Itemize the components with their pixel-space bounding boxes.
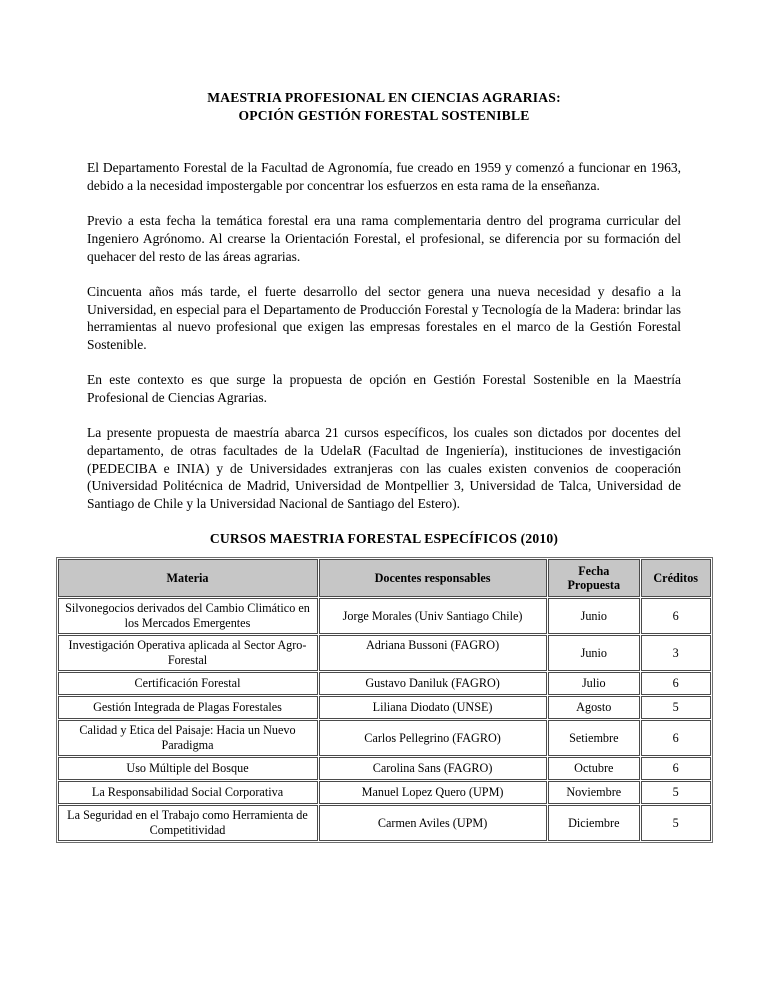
cell-creditos: 3	[641, 635, 711, 671]
cell-docentes: Carlos Pellegrino (FAGRO)	[319, 720, 547, 756]
column-header-4: Créditos	[641, 559, 711, 597]
table-row	[58, 757, 711, 780]
cell-docentes: Carmen Aviles (UPM)	[319, 805, 547, 841]
paragraph-2: Previo a esta fecha la temática forestal era una rama complementaria dentro del programa curricular del Ingeniero Agrónomo. Al crearse la Orientación Forestal, el profesional, se diferencia por su formación del quehacer del resto de las áreas agrarias.	[87, 213, 681, 264]
cell-docentes: Jorge Morales (Univ Santiago Chile)	[319, 598, 547, 634]
cell-materia: Uso Múltiple del Bosque	[58, 757, 318, 780]
table-caption: CURSOS MAESTRIA FORESTAL ESPECÍFICOS (2010)	[209, 531, 559, 547]
cell-materia: Investigación Operativa aplicada al Sector Agro-Forestal	[58, 635, 318, 671]
cell-creditos: 6	[641, 598, 711, 634]
document-title-line1: MAESTRIA PROFESIONAL EN CIENCIAS AGRARIAS:	[207, 90, 561, 105]
cell-materia: La Responsabilidad Social Corporativa	[58, 781, 318, 804]
courses-table	[56, 557, 713, 843]
cell-creditos: 6	[641, 757, 711, 780]
cell-fecha: Agosto	[548, 696, 640, 719]
courses-table-head	[58, 559, 711, 597]
cell-materia: Silvonegocios derivados del Cambio Climático en los Mercados Emergentes	[58, 598, 318, 634]
cell-fecha: Julio	[548, 672, 640, 695]
body-paragraphs	[87, 159, 681, 513]
cell-materia: Certificación Forestal	[58, 672, 318, 695]
column-header-3: Fecha Propuesta	[548, 559, 640, 597]
cell-creditos: 6	[641, 672, 711, 695]
paragraph-1: El Departamento Forestal de la Facultad de Agronomía, fue creado en 1959 y comenzó a funcionar en 1963, debido a la necesidad impostergable por concentrar los esfuerzos en esta rama de la enseñanza.	[87, 160, 681, 193]
document-title	[0, 89, 768, 124]
cell-creditos: 5	[641, 805, 711, 841]
column-header-2: Docentes responsables	[319, 559, 547, 597]
column-header-1: Materia	[58, 559, 318, 597]
table-row	[58, 672, 711, 695]
table-row	[58, 720, 711, 756]
table-row	[58, 598, 711, 634]
paragraph-4: En este contexto es que surge la propuesta de opción en Gestión Forestal Sostenible en la Maestría Profesional de Ciencias Agrarias.	[87, 372, 681, 405]
paragraph-3: Cincuenta años más tarde, el fuerte desarrollo del sector genera una nueva necesidad y desafio a la Universidad, en especial para el Departamento de Producción Forestal y Tecnología de la Madera: brindar las herramientas al nuevo profesional que exigen las empresas forestales en el marco de la Gestión Forestal Sostenible.	[87, 283, 681, 352]
cell-creditos: 6	[641, 720, 711, 756]
cell-docentes: Carolina Sans (FAGRO)	[319, 757, 547, 780]
cell-fecha: Octubre	[548, 757, 640, 780]
document-title-line2: OPCIÓN GESTIÓN FORESTAL SOSTENIBLE	[238, 107, 530, 123]
cell-fecha: Setiembre	[548, 720, 640, 756]
cell-materia: Calidad y Etica del Paisaje: Hacia un Nuevo Paradigma	[58, 720, 318, 756]
cell-creditos: 5	[641, 696, 711, 719]
cell-fecha: Junio	[548, 635, 640, 671]
cell-docentes: Manuel Lopez Quero (UPM)	[319, 781, 547, 804]
table-row	[58, 781, 711, 804]
cell-docentes: Adriana Bussoni (FAGRO)	[319, 635, 547, 671]
cell-fecha: Noviembre	[548, 781, 640, 804]
cell-docentes: Gustavo Daniluk (FAGRO)	[319, 672, 547, 695]
cell-materia: Gestión Integrada de Plagas Forestales	[58, 696, 318, 719]
cell-materia: La Seguridad en el Trabajo como Herramienta de Competitividad	[58, 805, 318, 841]
table-header-row	[58, 559, 711, 597]
table-row	[58, 805, 711, 841]
cell-fecha: Junio	[548, 598, 640, 634]
table-row	[58, 635, 711, 671]
cell-docentes: Liliana Diodato (UNSE)	[319, 696, 547, 719]
cell-creditos: 5	[641, 781, 711, 804]
table-row	[58, 696, 711, 719]
paragraph-5: La presente propuesta de maestría abarca 21 cursos específicos, los cuales son dictados por docentes del departamento, de otras facultades de la UdelaR (Facultad de Ingeniería), instituciones de investigación (PEDECIBA e INIA) y de Universidades extranjeras con las cuales existen convenios de cooperación (Universidad Politécnica de Madrid, Universidad de Montpellier 3, Universidad de Talca, Universidad de Santiago de Chile y la Universidad Nacional de Santiago del Estero).	[87, 425, 681, 512]
courses-table-body	[58, 598, 711, 841]
cell-fecha: Diciembre	[548, 805, 640, 841]
